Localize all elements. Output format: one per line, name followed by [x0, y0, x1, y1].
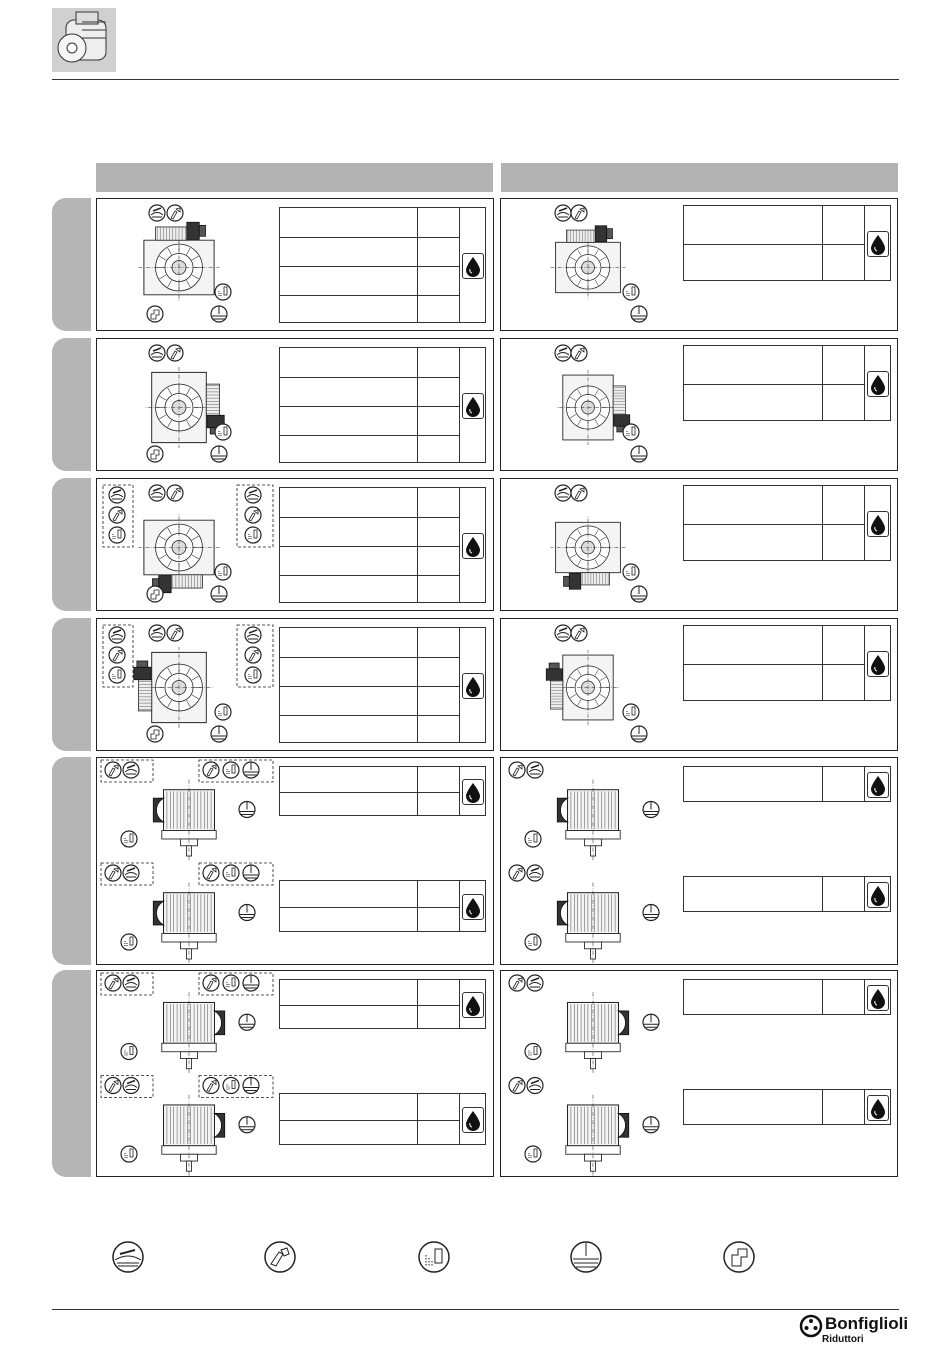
- legend-oil-level-icon: [111, 1240, 145, 1274]
- mounting-panel-4-left: [96, 618, 494, 751]
- mounting-position-drawing: [99, 199, 275, 330]
- oil-drop-icon: [867, 511, 889, 537]
- mounting-position-drawing: [99, 479, 275, 610]
- lubricant-table: [683, 979, 891, 1015]
- row-tab-3: [52, 478, 91, 611]
- mounting-panel-5-right: [500, 757, 898, 965]
- oil-drop-icon: [462, 533, 484, 559]
- mounting-position-drawing: [503, 479, 679, 610]
- mounting-position-drawing: [503, 339, 679, 470]
- lubricant-table: [279, 487, 486, 603]
- lubricant-table: [279, 347, 486, 463]
- mounting-panel-6-right: [500, 970, 898, 1177]
- lubricant-table: [279, 979, 486, 1029]
- mounting-position-drawing: [99, 619, 275, 750]
- oil-drop-icon: [462, 253, 484, 279]
- oil-drop-icon: [867, 882, 889, 908]
- row-tab-4: [52, 618, 91, 751]
- oil-drop-icon: [867, 231, 889, 257]
- mounting-position-drawing: [99, 971, 275, 1176]
- mounting-panel-3-right: [500, 478, 898, 611]
- legend-drain-plug-icon: [417, 1240, 451, 1274]
- lubricant-table: [279, 207, 486, 323]
- mounting-position-drawing: [503, 619, 679, 750]
- lubricant-table: [279, 880, 486, 932]
- lubricant-table: [683, 205, 891, 281]
- oil-drop-icon: [462, 992, 484, 1018]
- header-rule: [52, 79, 899, 80]
- oil-drop-icon: [462, 393, 484, 419]
- lubricant-table: [279, 766, 486, 816]
- row-tab-1: [52, 198, 91, 331]
- mounting-panel-1-right: [500, 198, 898, 331]
- lubricant-table: [683, 766, 891, 802]
- mounting-position-drawing: [99, 758, 275, 964]
- oil-drop-icon: [462, 1107, 484, 1133]
- lubricant-table: [683, 485, 891, 561]
- motor-thumbnail: [52, 8, 116, 72]
- oil-drop-icon: [462, 779, 484, 805]
- lubricant-table: [279, 627, 486, 743]
- oil-drop-icon: [867, 371, 889, 397]
- lubricant-table: [279, 1093, 486, 1145]
- oil-drop-icon: [867, 651, 889, 677]
- brand-logo: [799, 1314, 823, 1338]
- left-column-header: [96, 163, 493, 192]
- mounting-panel-3-left: [96, 478, 494, 611]
- mounting-panel-2-right: [500, 338, 898, 471]
- row-tab-5: [52, 757, 91, 965]
- oil-drop-icon: [462, 673, 484, 699]
- mounting-panel-6-left: [96, 970, 494, 1177]
- mounting-position-drawing: [503, 199, 679, 330]
- brand-subtitle: Riduttori: [822, 1334, 864, 1345]
- oil-drop-icon: [867, 1095, 889, 1121]
- mounting-panel-5-left: [96, 757, 494, 965]
- mounting-panel-1-left: [96, 198, 494, 331]
- lubricant-table: [683, 625, 891, 701]
- lubricant-table: [683, 1089, 891, 1125]
- oil-drop-icon: [867, 772, 889, 798]
- oil-drop-icon: [462, 894, 484, 920]
- mounting-position-drawing: [503, 971, 679, 1176]
- motor-icon: [52, 8, 116, 72]
- brand-name: Bonfiglioli: [825, 1314, 909, 1333]
- oil-drop-icon: [867, 985, 889, 1011]
- mounting-position-drawing: [99, 339, 275, 470]
- lubricant-table: [683, 876, 891, 912]
- row-tab-6: [52, 970, 91, 1177]
- legend-filler-plug-icon: [263, 1240, 297, 1274]
- mounting-position-drawing: [503, 758, 679, 964]
- mounting-panel-4-right: [500, 618, 898, 751]
- brand-mark-icon: [799, 1314, 823, 1338]
- right-column-header: [501, 163, 898, 192]
- legend-oil-bath-icon: [569, 1240, 603, 1274]
- mounting-panel-2-left: [96, 338, 494, 471]
- footer-rule: [52, 1309, 899, 1310]
- legend-breather-elbow-icon: [722, 1240, 756, 1274]
- lubricant-table: [683, 345, 891, 421]
- row-tab-2: [52, 338, 91, 471]
